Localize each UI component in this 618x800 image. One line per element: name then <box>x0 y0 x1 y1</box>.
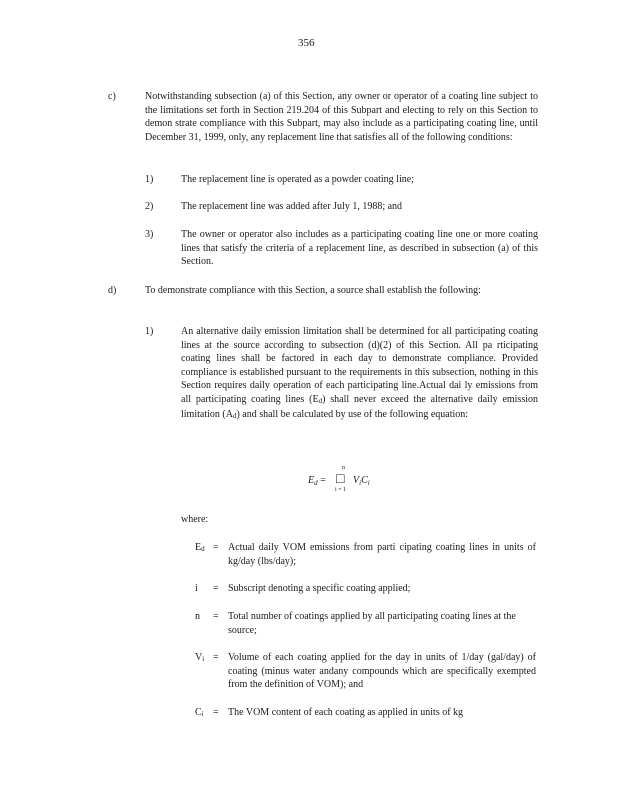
section-c-item3-text: The owner or operator also includes as a participating coating line one or more coating lines that satisfy the criteria of a replacement line, as described in subsection (a) of this Section. <box>181 229 538 267</box>
summation-lower-limit: i = 1 <box>335 487 347 493</box>
definition-equals: = <box>213 652 219 663</box>
definition-equals: = <box>213 583 219 594</box>
section-d-text: To demonstrate compliance with this Section, a source shall establish the following: <box>145 285 481 296</box>
section-d-label: d) <box>108 285 117 296</box>
section-d-item1-text: An alternative daily emission limitation shall be determined for all participating coating lines at the source according to subsection (d)(2) of this Section. All pa rticipating coating lines shall be factored in each day to demonstrate compliance. Provided compliance is established pursuant to the requirements in this subsection, nothing in this Section requires daily operation of each participating line.Actual dai ly emissions from all participating coating lines (Ed) shall never exceed the alternative daily emission limitation (Ad) and shall be calculated by use of the following equation: <box>181 326 538 420</box>
definition-symbol: Vi <box>195 652 205 663</box>
section-c-item3-label: 3) <box>145 229 154 240</box>
definition-text: Subscript denoting a specific coating applied; <box>228 583 411 594</box>
equation-lhs: $E_d$ = <box>308 475 326 487</box>
page-number: 356 <box>298 37 315 49</box>
section-c-text: Notwithstanding subsection (a) of this Section, any owner or operator of a coating line subject to the limitations set forth in Section 219.204 of this Subpart and electing to rely on this Section to demon strate compliance with this Subpart, may also include as a participating coating line, until December 31, 1999, only, any replacement line that satisfies all of the following conditions: <box>145 91 538 143</box>
definition-symbol: n <box>195 611 200 622</box>
emission-equation <box>308 465 388 505</box>
definition-equals: = <box>213 707 219 718</box>
summation-icon: □ <box>336 472 345 487</box>
section-c-item2-label: 2) <box>145 201 154 212</box>
section-c-label: c) <box>108 91 116 102</box>
definition-symbol: i <box>195 583 198 594</box>
section-c-item1-label: 1) <box>145 174 154 185</box>
definition-text: Actual daily VOM emissions from parti cipating coating lines in units of kg/day (lbs/day); <box>228 542 536 567</box>
definition-text: Volume of each coating applied for the day in units of 1/day (gal/day) of coating (minus water andany compounds which are specifically exempted from the definition of VOM); and <box>228 652 536 690</box>
definition-text: Total number of coatings applied by all participating coating lines at the source; <box>228 611 516 636</box>
definition-equals: = <box>213 611 219 622</box>
where-label: where: <box>181 514 209 525</box>
definition-text: The VOM content of each coating as applied in units of kg <box>228 707 464 718</box>
definition-symbol: Ed <box>195 542 205 553</box>
summation-upper-limit: n <box>342 465 345 471</box>
section-c-item1-text: The replacement line is operated as a powder coating line; <box>181 174 414 185</box>
definition-equals: = <box>213 542 219 553</box>
equation-rhs: $V_iC_i$ <box>353 475 370 487</box>
section-c-item2-text: The replacement line was added after July 1, 1988; and <box>181 201 403 212</box>
section-d-item1-label: 1) <box>145 326 154 337</box>
definition-symbol: Ci <box>195 707 204 718</box>
